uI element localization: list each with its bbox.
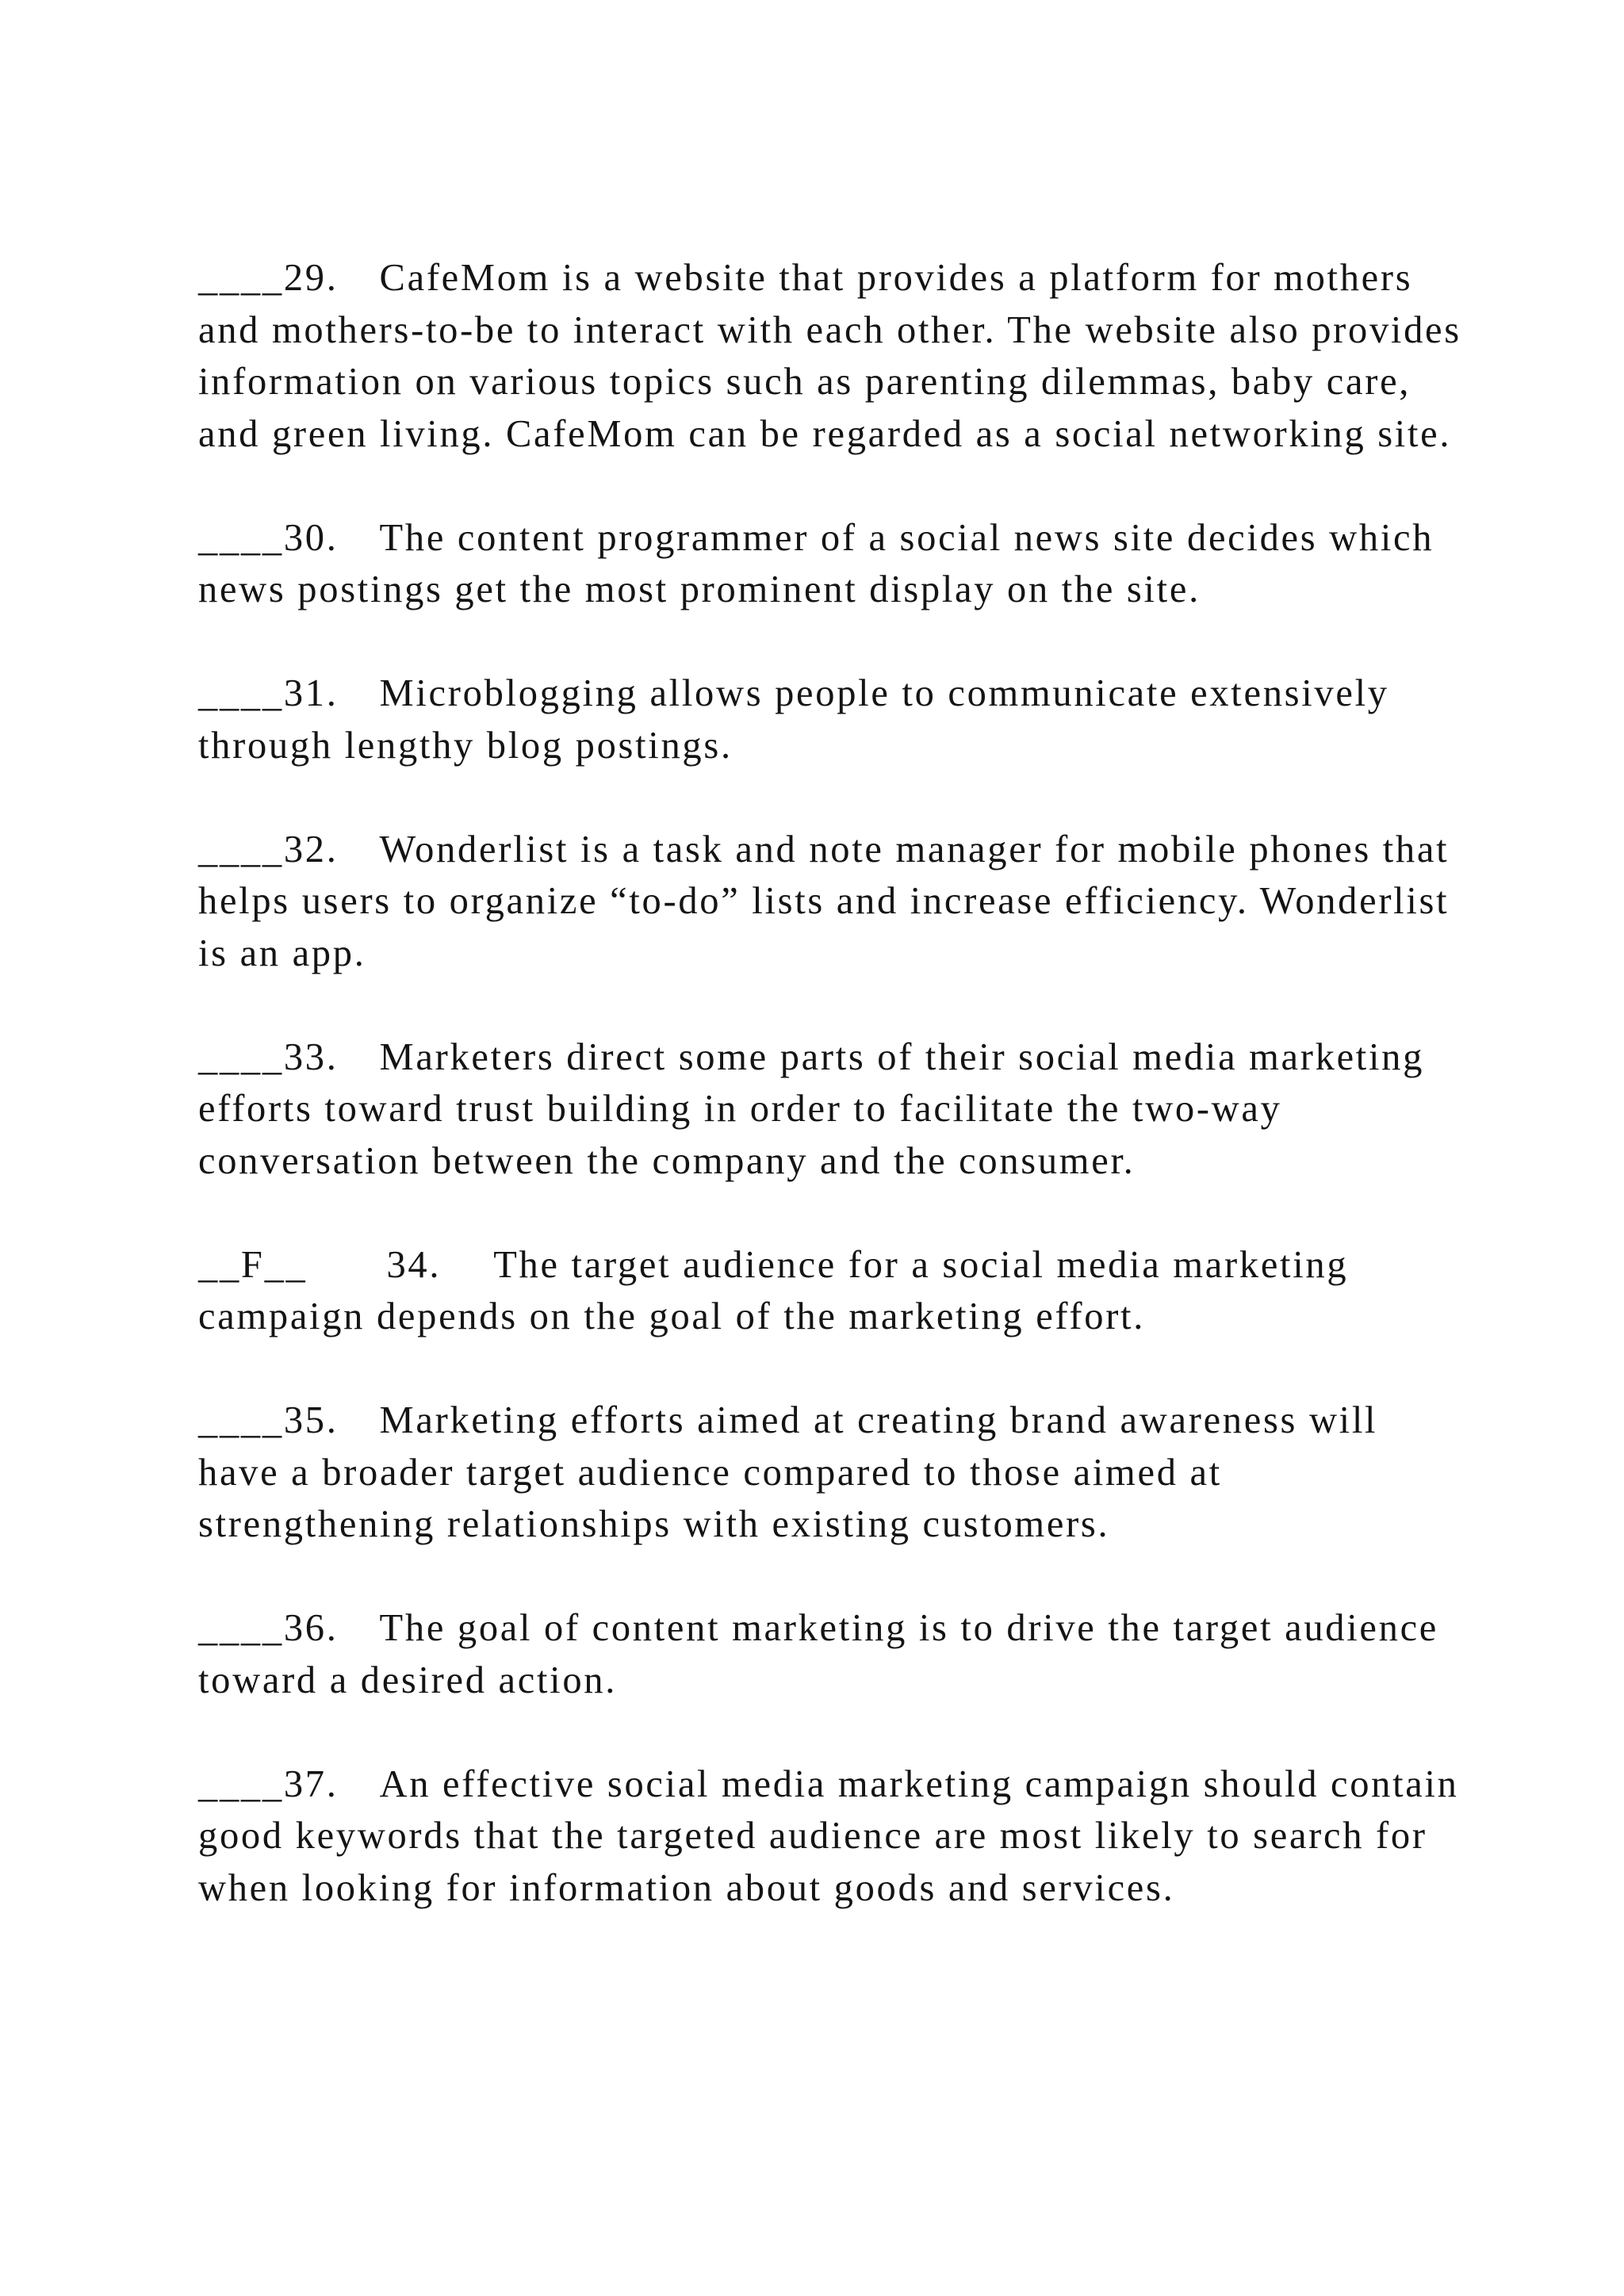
- question-text: The content programmer of a social news site decides which news postings get the most prominent display on the site.: [198, 516, 1446, 610]
- question-number: 30.: [283, 516, 339, 559]
- answer-blank: ____: [198, 1035, 284, 1078]
- question-text: CafeMom is a website that provides a platform for mothers and mothers-to-be to interact with each other. The website also provides information on various topics such as parenting dilemmas, baby care, and green living. CafeMom can be regarded as a social networking site.: [198, 257, 1473, 455]
- question-33: [198, 1031, 1467, 1188]
- question-number: 31.: [283, 672, 339, 714]
- question-text: Microblogging allows people to communicate extensively through lengthy blog postings.: [198, 672, 1401, 767]
- answer-blank: ____: [198, 1399, 284, 1441]
- question-text: Marketers direct some parts of their social media marketing efforts toward trust building in order to facilitate the two-way conversation between the company and the consumer.: [198, 1035, 1436, 1182]
- question-number: 36.: [283, 1607, 339, 1649]
- question-text: An effective social media marketing campaign should contain good keywords that the targeted audience are most likely to search for when looking for information about goods and services.: [198, 1762, 1471, 1909]
- question-number: 32.: [283, 828, 339, 871]
- question-29: [198, 252, 1473, 460]
- answer-blank: ____: [198, 828, 284, 871]
- question-text: The goal of content marketing is to drive the target audience toward a desired action.: [198, 1607, 1450, 1701]
- question-number: 34.: [386, 1243, 442, 1286]
- answer-blank: ____: [198, 672, 284, 714]
- question-36: [198, 1602, 1467, 1706]
- question-32: [198, 824, 1467, 980]
- question-number: 35.: [283, 1399, 339, 1441]
- answer-blank: __F__: [198, 1243, 308, 1286]
- answer-blank: ____: [198, 1607, 284, 1649]
- question-31: [198, 668, 1467, 771]
- answer-blank: ____: [198, 1762, 284, 1805]
- question-number: 33.: [283, 1035, 339, 1078]
- question-30: [198, 512, 1467, 616]
- question-list: [198, 252, 1473, 1966]
- question-text: Wonderlist is a task and note manager for mobile phones that helps users to organize “to-do” lists and increase efficiency. Wonderlist is an app.: [198, 828, 1461, 974]
- answer-blank: ____: [198, 257, 284, 299]
- question-35: [198, 1395, 1467, 1551]
- answer-blank: ____: [198, 516, 284, 559]
- question-number: 37.: [283, 1762, 339, 1805]
- question-34: [198, 1239, 1467, 1343]
- question-text: Marketing efforts aimed at creating brand awareness will have a broader target audience compared to those aimed at strengthening relationships with existing customers.: [198, 1399, 1390, 1545]
- question-number: 29.: [283, 257, 339, 299]
- question-37: [198, 1758, 1471, 1915]
- question-text: The target audience for a social media marketing campaign depends on the goal of the marketing effort.: [198, 1243, 1361, 1337]
